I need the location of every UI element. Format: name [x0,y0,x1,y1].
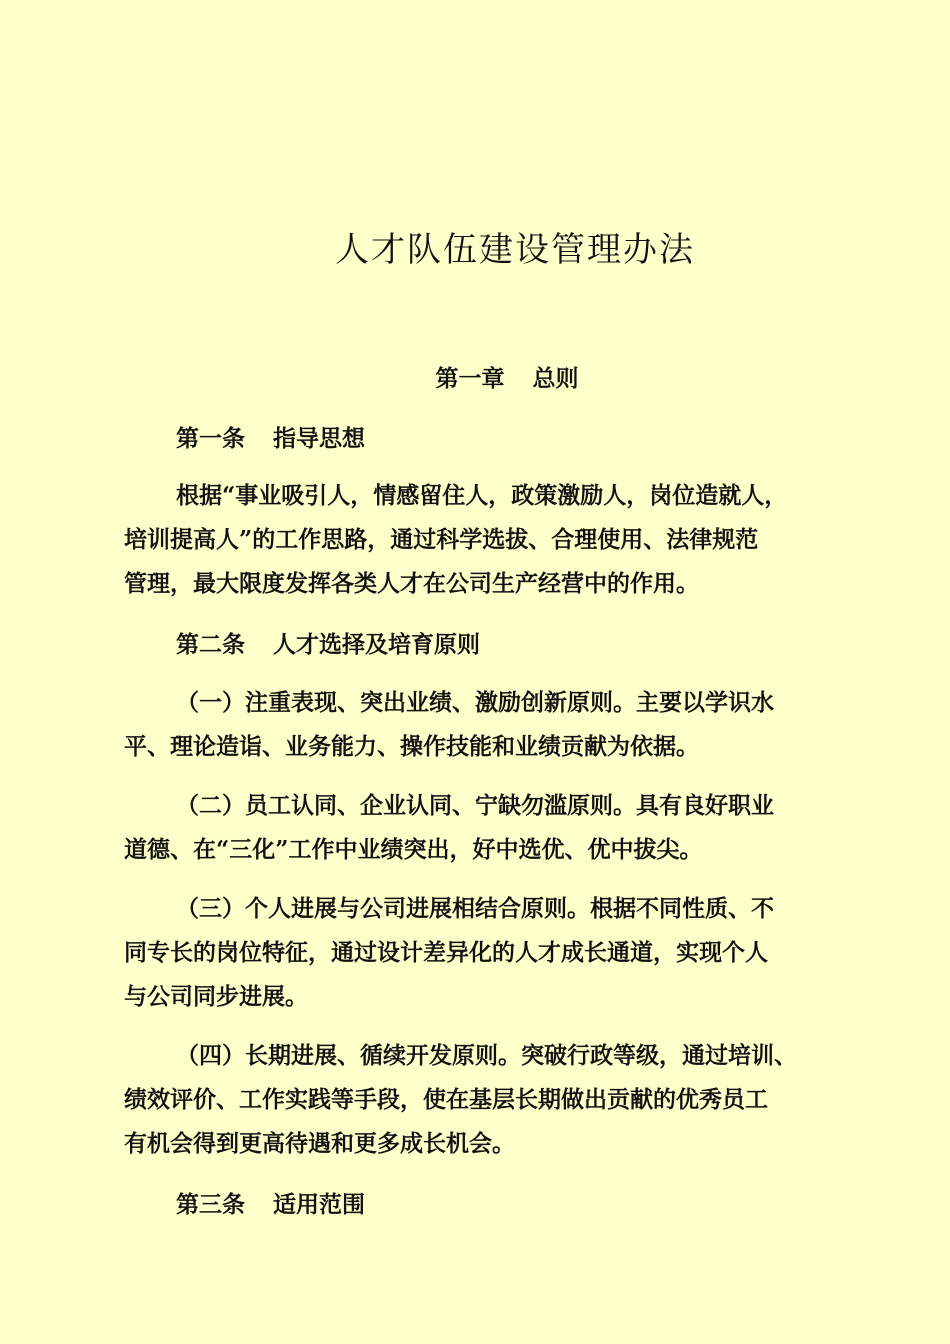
paragraph-line: （一）注重表现、突出业绩、激励创新原则。主要以学识水 [176,689,774,716]
paragraph-line: 有机会得到更高待遇和更多成长机会。 [124,1130,515,1157]
article-1-heading [176,420,365,453]
article-1-paragraph [124,474,846,606]
article-3-heading [176,1186,365,1219]
paragraph-line: 道德、在“三化”工作中业绩突出，好中选优、优中拔尖。 [124,836,703,863]
article-2-title: 人才选择及培育原则 [273,631,480,658]
principle-item-1 [124,681,846,769]
chapter-heading [0,360,950,393]
article-2-heading [176,626,480,659]
article-3-number: 第三条 [176,1191,245,1218]
paragraph-line: 根据“事业吸引人，情感留住人，政策激励人，岗位造就人， [176,482,788,509]
article-2-number: 第二条 [176,631,245,658]
principle-item-3 [124,887,846,1019]
article-3-title: 适用范围 [273,1191,365,1218]
article-1-title: 指导思想 [273,425,365,452]
paragraph-line: 绩效评价、工作实践等手段，使在基层长期做出贡献的优秀员工 [124,1086,768,1113]
principle-item-4 [124,1034,846,1166]
principle-item-2 [124,784,846,872]
chapter-name: 总则 [532,365,579,392]
paragraph-line: 同专长的岗位特征，通过设计差异化的人才成长通道，实现个人 [124,939,768,966]
chapter-number: 第一章 [435,365,505,392]
paragraph-line: 与公司同步进展。 [124,983,308,1010]
paragraph-line: 管理，最大限度发挥各类人才在公司生产经营中的作用。 [124,570,699,597]
paragraph-line: （四）长期进展、循续开发原则。突破行政等级，通过培训、 [176,1042,797,1069]
document-title: 人才队伍建设管理办法 [335,230,695,270]
paragraph-line: （二）员工认同、企业认同、宁缺勿滥原则。具有良好职业 [176,792,774,819]
article-1-number: 第一条 [176,425,245,452]
paragraph-line: （三）个人进展与公司进展相结合原则。根据不同性质、不 [176,895,774,922]
paragraph-line: 培训提高人”的工作思路，通过科学选拔、合理使用、法律规范 [124,526,759,553]
paragraph-line: 平、理论造诣、业务能力、操作技能和业绩贡献为依据。 [124,733,699,760]
